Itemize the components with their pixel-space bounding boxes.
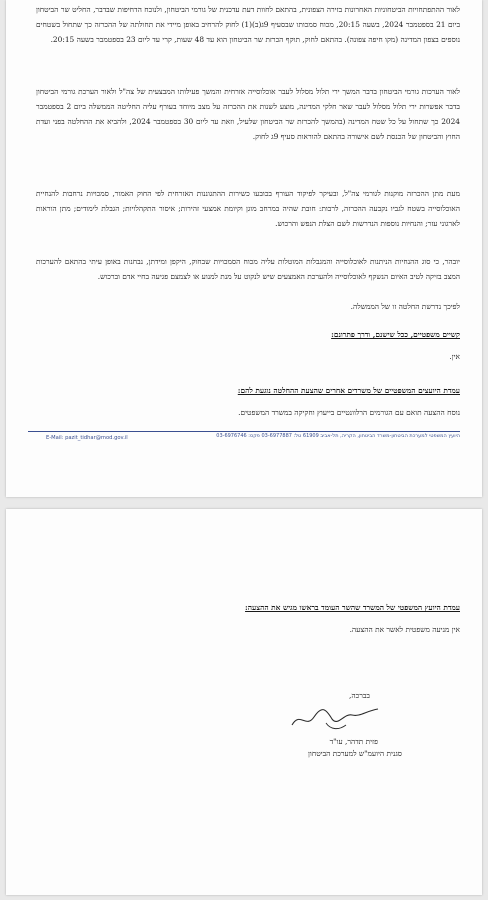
- paragraph-3: מעת מתן ההכרזה מוקנות לגורמי צה"ל, ובעיקר לפיקוד העורף בכובעו כשירות ההתגוננות האזרחית לפי החוק האמור, סמכויות נרחבות להנחיית האוכלוסייה בשטח לגביו נקבעה ההכרזה, לרבות: חובת שהיה במרחב מוגן וקיומת אמצעי זהירות; איסור התקהלויות; הגבלת לימודים; מתן הוראות לארגוני עזר; והנחיות נוספות הנדרשות לשם הצלת הנפש והרכוש.: [36, 189, 460, 228]
- paragraph-1: לאור ההתפתחויות הביטחוניות האחרונות בזירה הצפונית, בהתאם לחוות דעת עדכנית של גורמי הביטחון, ולנוכח הדחיפות שבדבר, החליט שר הביטחון ביום 21 בספטמבר 2024, בשעה 20:15, מכוח סמכותו שבסעיף 9ג(ב)(1) לחוק להרחיב באופן מיידי את תחולתה של ההכרזה כך שתחול בשטחים נוספים בצפון המדינה (מקו חיפה צפונה). בהתאם לחוק, תוקף הכרזת שר הביטחון הוא עד 48 שעות, קרי עד ליום 23 בספטמבר בשעה 20:15.: [36, 5, 461, 44]
- paragraph-2: לאור הערכות גורמי הביטחון בדבר המשך ירי תלול מסלול לעבר אוכלוסייה אזרחית והמשך פעילותו המבצעית של צה"ל ולאור הערכת גורמי הביטחון בדבר אפשרות ירי תלול מסלול לעבר שאר חלקי המדינה, מוצע לשנות את ההכרזה על מצב מיוחד בעורף עליה החליטה הממשלה ביום 2 בספטמבר 2024 כך שתחול על כל שטח המדינה (בהמשך להכרזת שר הביטחון שלעיל, וזאת עד ליום 30 בספטמבר 2024, ולהביא את ההחלטה בפני ועדת החוץ והביטחון של הכנסת לשם אישורה בהתאם להוראות סעיף 9ג לחוק.: [36, 87, 461, 141]
- ministry-legal-advisor-answer: אין מניעה משפטית לאשר את ההצעה.: [349, 625, 460, 634]
- section-heading-other-ministries: עמדת היועצים המשפטיים של משרדים אחרים שהצעת ההחלטה נוגעת להם:: [237, 386, 460, 395]
- paragraph-4-conclusion: לפיכך נדרשת החלטה זו של הממשלה.: [350, 302, 460, 311]
- closing-greeting: בברכה,: [349, 691, 370, 700]
- document-page-2: [6, 509, 482, 895]
- legal-issues-answer: אין.: [449, 352, 460, 361]
- section-heading-legal-issues: קשיים משפטיים, ככל שישנם, ודרך פתרונם:: [331, 330, 460, 339]
- document-page-1: [6, 0, 482, 497]
- section-heading-ministry-legal-advisor: עמדת היועץ המשפטי של המשרד שהשר העומד בראשו מגיש את ההצעה:: [245, 603, 460, 612]
- other-ministries-answer: נוסח ההצעה תואם עם הגורמים הרלוונטיים בייעוץ וחקיקה במשרד המשפטים.: [238, 408, 460, 417]
- paragraph-4: יובהר, כי סוג ההנחיות הניתנות לאוכלוסייה והמגבלות המוטלות עליה מכוח הסמכויות שבחוק, היקפן ומידתן, נבחנות באופן עיתי בהתאם להערכות המצב בזיקה לטיב האיום הנשקף לאוכלוסייה ולהערכת האמצעים שיש לנקוט על מנת למנוע או לצמצם פגיעה בחיי אדם וברכוש.: [36, 257, 460, 281]
- handwritten-signature: [286, 705, 386, 733]
- signer-name: פזית תדהר, עו"ד: [329, 737, 378, 746]
- footer-address: היועץ המשפטי למערכת הביטחון-משרד הביטחון, הקריה, תל-אביב 61909 טל: 03-6977887 פקס: 03-6976746: [216, 433, 460, 439]
- footer-divider: [28, 431, 460, 432]
- footer-email: E-Mail: pazit_tidhar@mod.gov.il: [46, 435, 128, 441]
- signer-title: סגנית היועמ"ש למערכת הביטחון: [308, 749, 402, 758]
